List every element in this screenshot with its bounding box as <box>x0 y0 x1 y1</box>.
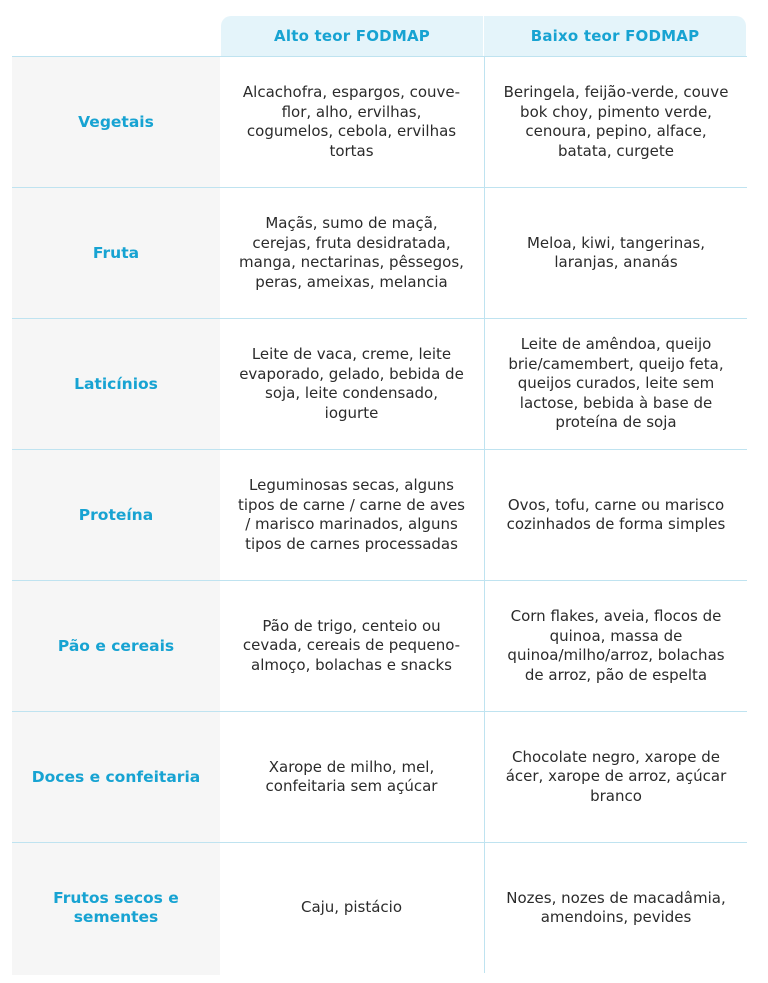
row-category: Doces e confeitaria <box>12 712 220 842</box>
table-row-fruta <box>12 187 747 318</box>
row-category: Vegetais <box>12 57 220 187</box>
row-high-fodmap: Xarope de milho, mel, confeitaria sem açúcar <box>265 757 438 795</box>
row-low-fodmap: Nozes, nozes de macadâmia, amendoins, pevides <box>484 843 747 973</box>
row-high-fodmap: Maçãs, sumo de maçã, cerejas, fruta desidratada, manga, nectarinas, pêssegos, peras, ameixas, melancia <box>239 214 464 291</box>
table-body <box>12 56 747 975</box>
table-row-laticinios <box>12 318 747 449</box>
row-low-fodmap: Beringela, feijão-verde, couve bok choy, pimento verde, cenoura, pepino, alface, batata, curgete <box>484 57 747 187</box>
row-high-fodmap: Caju, pistácio <box>300 898 403 917</box>
table-row-proteina <box>12 449 747 580</box>
table-row-doces-e-confeitaria <box>12 711 747 842</box>
table-row-vegetais <box>12 56 747 187</box>
header-low-fodmap: Baixo teor FODMAP <box>484 16 746 56</box>
row-low-fodmap: Chocolate negro, xarope de ácer, xarope de arroz, açúcar branco <box>484 712 747 842</box>
row-category: Pão e cereais <box>12 581 220 711</box>
row-category: Proteína <box>12 450 220 580</box>
table-row-pao-e-cereais <box>12 580 747 711</box>
row-high-fodmap: Pão de trigo, centeio ou cevada, cereais de pequeno-almoço, bolachas e snacks <box>242 616 461 674</box>
row-category: Frutos secos e sementes <box>12 843 220 973</box>
row-low-fodmap: Leite de amêndoa, queijo brie/camembert, queijo feta, queijos curados, leite sem lactose, bebida à base de proteína de soja <box>484 319 747 449</box>
row-low-fodmap: Ovos, tofu, carne ou marisco cozinhados de forma simples <box>484 450 747 580</box>
table-row-frutos-secos <box>12 842 747 975</box>
row-high-fodmap: Alcachofra, espargos, couve-flor, alho, ervilhas, cogumelos, cebola, ervilhas tortas <box>242 83 461 160</box>
row-category: Laticínios <box>12 319 220 449</box>
table-header <box>0 0 768 56</box>
header-high-fodmap: Alto teor FODMAP <box>221 16 483 56</box>
row-high-fodmap: Leguminosas secas, alguns tipos de carne / carne de aves / marisco marinados, alguns tipos de carnes processadas <box>238 476 465 553</box>
row-low-fodmap: Meloa, kiwi, tangerinas, laranjas, ananás <box>484 188 747 318</box>
row-low-fodmap: Corn flakes, aveia, flocos de quinoa, massa de quinoa/milho/arroz, bolachas de arroz, pão de espelta <box>484 581 747 711</box>
row-category: Fruta <box>12 188 220 318</box>
row-high-fodmap: Leite de vaca, creme, leite evaporado, gelado, bebida de soja, leite condensado, iogurte <box>239 345 464 422</box>
